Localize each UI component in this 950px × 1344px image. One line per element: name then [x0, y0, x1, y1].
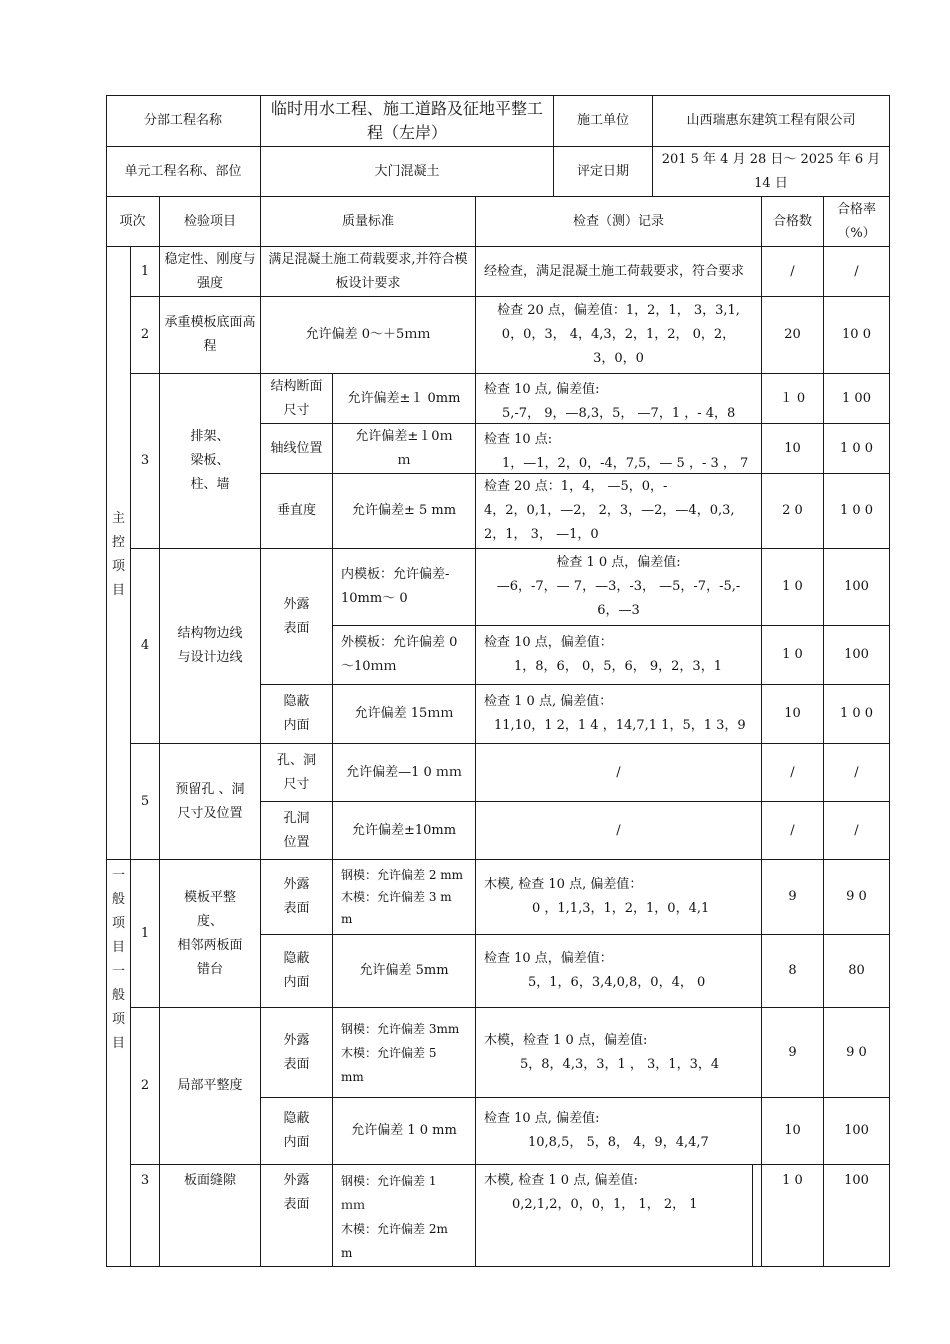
record-header: 木模, 检查 1 0 点, 偏差值:: [484, 1173, 638, 1188]
row-no: 5: [140, 793, 150, 809]
element-name-label: 单元工程名称、部位: [124, 163, 242, 179]
record-values: 10,8,5， 5，8， 4，9，4,4,7: [528, 1135, 709, 1150]
record: /: [616, 822, 621, 838]
record-values: 11,10，1 2，1 4 ，14,7,1 1，5，1 3，9: [494, 718, 746, 733]
project-name-label: 分部工程名称: [143, 113, 222, 128]
pass-count: 20: [784, 327, 801, 342]
pass-count: /: [790, 764, 795, 780]
col-record: 检查（测）记录: [572, 213, 664, 229]
pass-count: 10: [784, 706, 801, 721]
pass-count: 10: [784, 440, 801, 456]
pass-rate: 9 0: [846, 889, 867, 904]
pass-rate: 1 0 0: [839, 440, 874, 456]
construction-unit-value: 山西瑞惠东建筑工程有限公司: [686, 113, 856, 128]
record: [476, 1098, 761, 1164]
pass-rate: /: [854, 764, 859, 780]
table-border-bottom: [106, 1266, 890, 1267]
element-name-value: 大门混凝土: [374, 163, 440, 179]
col-inspect-item: 检验项目: [183, 213, 236, 229]
pass-rate: 1 00: [842, 390, 871, 406]
record: [476, 685, 761, 743]
record-values: 1，—1，2，0，-4，7,5，— 5 ，- 3 ， 7: [502, 456, 749, 471]
col-standard: 质量标准: [341, 213, 394, 229]
sub-item: 隐蔽 内面: [283, 1111, 310, 1150]
col-item-no: 项次: [119, 213, 146, 229]
standard: 允许偏差 0～＋5ｍｍ: [305, 327, 431, 342]
standard: 钢模：允许偏差 1 ｍｍ 木模：允许偏差 2m m: [341, 1174, 448, 1260]
evaluation-date-label: 评定日期: [576, 163, 629, 179]
pass-rate: /: [854, 822, 859, 838]
inspect-item: 承重模板底面高程: [164, 315, 256, 354]
pass-rate: 9 0: [846, 1044, 867, 1060]
standard: 允许偏差 1 0 mm: [351, 1123, 457, 1138]
sub-item: 隐蔽 内面: [283, 951, 310, 990]
group-general: 一般项目一般项目: [111, 868, 125, 1051]
record-values: 1，8，6， 0，5，6， 9，2，3，1: [514, 659, 722, 674]
standard: 允许偏差± 5 mm: [351, 503, 457, 518]
record-values: 0 ，1,1,3，1，2，1，0，4,1: [532, 901, 710, 916]
pass-rate: 100: [844, 647, 869, 662]
pass-rate: 80: [848, 963, 865, 978]
record: [476, 935, 761, 1007]
standard: 外模板：允许偏差 0 ～10ｍｍ: [341, 635, 458, 674]
sub-item: 垂直度: [276, 503, 316, 518]
pass-count: /: [790, 263, 795, 279]
pass-count: 1 0: [782, 647, 803, 662]
pass-count: 9: [788, 889, 797, 904]
record-header: 检查 1 0 点, 偏差值：: [484, 694, 613, 709]
group-main-control: 主控项目: [111, 511, 125, 598]
pass-rate: 1 0 0: [839, 503, 874, 518]
record-header: 检查 10 点，偏差值：: [484, 951, 613, 966]
standard: 允许偏差—1 0 ｍｍ: [346, 764, 462, 780]
sub-item: 外露 表面: [283, 596, 310, 636]
record: [476, 374, 761, 423]
sub-item: 轴线位置: [270, 440, 323, 456]
inspect-item: 结构物边线 与设计边线: [177, 626, 243, 665]
pass-count: 2 0: [782, 503, 803, 518]
standard: 允许偏差±10mm: [351, 822, 457, 838]
pass-count: 8: [788, 963, 797, 978]
pass-count: 9: [788, 1044, 797, 1060]
col-pass-rate: 合格率（%）: [836, 201, 876, 241]
record-values: 5，8，4,3，3，1 ， 3，1，3，4: [520, 1056, 720, 1072]
pass-rate: 10 0: [842, 327, 871, 342]
record-header: 检查 10 点，偏差值：: [484, 635, 613, 650]
record: [476, 424, 761, 473]
pass-count: １ 0: [779, 390, 806, 406]
row-no: 4: [140, 638, 150, 653]
sub-item: 隐蔽 内面: [283, 694, 310, 733]
col-pass-count: 合格数: [772, 213, 812, 229]
table-border-left: [106, 95, 107, 1267]
pass-count: /: [790, 822, 795, 838]
record: 经检查，满足混凝土施工荷载要求，符合要求: [484, 263, 745, 279]
project-name-value: 临时用水工程、施工道路及征地平整工程（左岸）: [270, 99, 543, 142]
record: [476, 1165, 752, 1266]
col-divider: [752, 1165, 753, 1266]
inspect-item: 板面缝隙: [183, 1173, 236, 1188]
row-no: 3: [140, 453, 150, 468]
inspect-item: 预留孔 、洞 尺寸及位置: [175, 781, 245, 821]
pass-count: 10: [784, 1123, 801, 1138]
record-header: 检查 10 点:: [484, 432, 553, 447]
standard: 允许偏差 15ｍｍ: [354, 706, 454, 721]
record-header: 检查 10 点, 偏差值:: [484, 382, 600, 397]
standard: 允许偏差 5mm: [359, 963, 449, 978]
row-no: 1: [140, 925, 150, 941]
sub-item: 外露 表面: [283, 877, 310, 916]
row-no: 3: [140, 1173, 150, 1188]
standard: 内模板：允许偏差- 10mm～ 0: [341, 567, 450, 606]
record-header: 检查 10 点, 偏差值:: [484, 1111, 600, 1126]
sub-item: 外露 表面: [283, 1032, 310, 1072]
record: [476, 1008, 761, 1097]
inspect-item: 稳定性、刚度与强度: [164, 251, 256, 291]
pass-rate: 100: [844, 579, 869, 594]
sub-item: 孔洞 位置: [283, 810, 310, 850]
standard: 钢模：允许偏差 2 mm 木模：允许偏差 3 m m: [341, 868, 464, 926]
pass-count: 1 0: [782, 579, 803, 594]
pass-rate: /: [854, 263, 859, 279]
evaluation-date-value: 201 5 年 4 月 28 日～ 2025 年 6 月 14 日: [661, 151, 881, 191]
record: [476, 860, 761, 934]
table-border-right: [889, 95, 890, 1267]
inspect-item: 模板平整 度、 相邻两板面 错台: [177, 889, 243, 977]
standard: 允许偏差±１0ｍ ｍ: [355, 428, 453, 468]
record: 检查 1 0 点，偏差值: —6，-7，— 7，—3，-3， —5，-7，-5,- 6，—3: [496, 555, 741, 618]
sub-item: 结构断面尺寸: [270, 378, 323, 418]
sub-item: 外露 表面: [283, 1173, 310, 1212]
inspect-item: 排架、 梁板、 柱、墙: [190, 429, 230, 492]
standard: 允许偏差±１ 0mm: [347, 390, 461, 406]
record: 检查 20 点：1，4， —5，0，- 4，2，0,1，—2， 2，3，—2，—4，0,3, 2，1， 3， —1，0: [484, 479, 735, 542]
pass-rate: 100: [844, 1173, 869, 1188]
pass-rate: 100: [844, 1123, 869, 1138]
record-header: 木模，检查 1 0 点，偏差值:: [484, 1032, 648, 1048]
standard: 钢模：允许偏差 3mm 木模：允许偏差 5 mm: [341, 1021, 460, 1084]
row-no: 2: [140, 1078, 150, 1093]
record: /: [616, 764, 621, 780]
record-values: 0,2,1,2，0，0，1， 1， 2， 1: [512, 1197, 698, 1212]
record: 检查 20 点，偏差值：1，2，1， 3，3,1, 0，0，3， 4，4,3，2，1，2， 0，2， 3，0，0: [497, 303, 740, 366]
row-no: 1: [140, 263, 150, 279]
record: [476, 626, 761, 684]
record-values: 5,-7， 9，—8,3，5， —7，1 ，- 4，8: [502, 406, 736, 421]
record-header: 木模, 检查 10 点, 偏差值：: [484, 877, 643, 892]
record-values: 5，1，6，3,4,0,8，0，4， 0: [528, 975, 706, 990]
pass-count: 1 0: [782, 1173, 803, 1188]
inspect-item: 局部平整度: [177, 1078, 243, 1093]
sub-item: 孔、洞 尺寸: [276, 752, 316, 792]
standard: 满足混凝土施工荷载要求,并符合模板设计要求: [268, 251, 468, 291]
row-no: 2: [140, 327, 150, 342]
construction-unit-label: 施工单位: [576, 113, 629, 128]
pass-rate: 1 0 0: [839, 706, 874, 721]
